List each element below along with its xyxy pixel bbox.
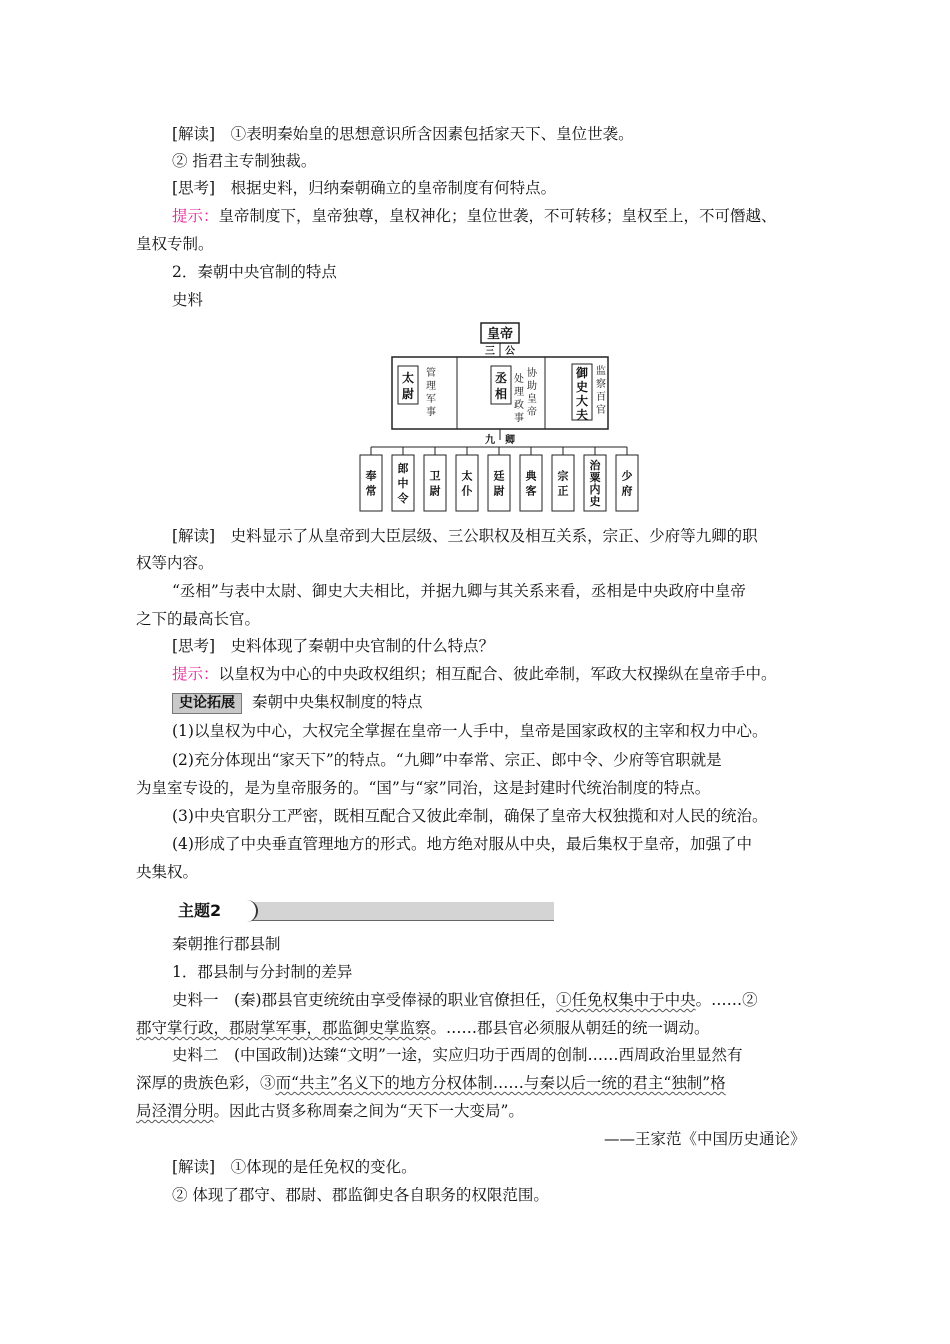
extension-title: 秦朝中央集权制度的特点 <box>252 693 423 711</box>
chengxiang-duty-2: 处理政事 <box>514 374 524 424</box>
interpretation-3a: [解读] ①体现的是任免权的变化。 <box>172 1158 417 1176</box>
qing-label-5: 廷尉 <box>493 469 505 498</box>
hint-label: 提示： <box>172 207 219 225</box>
qing-box-6 <box>520 455 542 511</box>
qing-label-4: 太仆 <box>461 469 473 498</box>
jiuqing-label: 九 卿 <box>485 435 515 446</box>
source-2b <box>136 1072 726 1094</box>
taiwei-label: 太尉 <box>401 371 415 401</box>
emperor-label: 皇帝 <box>486 327 514 342</box>
point-2b: 为皇室专设的，是为皇帝服务的。“国”与“家”同治，这是封建时代统治制度的特点。 <box>136 779 711 797</box>
topic-banner <box>172 900 554 922</box>
source-2c-underlined: 局泾渭分明 <box>136 1102 214 1120</box>
qing-label-1: 奉常 <box>365 469 377 498</box>
qing-label-3: 卫尉 <box>429 469 441 498</box>
qing-label-9: 少府 <box>621 469 633 498</box>
source-1a-text: 史料一 (秦)郡县官吏统统由享受俸禄的职业官僚担任， <box>172 991 557 1009</box>
source-1a-tail: 。……② <box>695 991 758 1009</box>
source-2c <box>136 1100 524 1122</box>
sangong-label: 三 公 <box>485 346 515 357</box>
source-1a <box>172 989 758 1011</box>
hint-1-cont: 皇权专制。 <box>136 235 214 253</box>
point-4b: 央集权。 <box>136 863 199 881</box>
thinking-2: [思考] 史料体现了秦朝中央官制的什么特点？ <box>172 637 495 655</box>
qing-box-3 <box>424 455 446 511</box>
interpretation-1a: [解读] ①表明秦始皇的思想意识所含因素包括家天下、皇位世袭。 <box>172 125 634 143</box>
yushi-label: 御史大夫 <box>575 366 589 422</box>
yushi-duty: 监察百官 <box>596 366 606 416</box>
source-1b-underlined: 郡守掌行政，郡尉掌军事，郡监御史掌监察 <box>136 1019 431 1037</box>
interpretation-3b: ② 体现了郡守、郡尉、郡监御史各自职务的权限范围。 <box>172 1186 549 1204</box>
hint-text: 以皇权为中心的中央政权组织；相互配合、彼此牵制，军政大权操纵在皇帝手中。 <box>218 665 777 683</box>
interpretation-1b: ② 指君主专制独裁。 <box>172 152 317 170</box>
source-2a: 史料二 (中国政制)达臻“文明”一途，实应归功于西周的创制……西周政治里显然有 <box>172 1046 743 1064</box>
source-1b <box>136 1017 710 1039</box>
hint-2 <box>172 663 777 685</box>
source-2b-text: 深厚的贵族色彩，③ <box>136 1074 276 1092</box>
point-4a: (4)形成了中央垂直管理地方的形式。地方绝对服从中央，最后集权于皇帝，加强了中 <box>172 835 752 853</box>
interpretation-2b: 权等内容。 <box>136 554 214 572</box>
qing-box-7 <box>552 455 574 511</box>
heading-2: 2．秦朝中央官制的特点 <box>172 263 337 281</box>
citation: ——王家范《中国历史通论》 <box>604 1130 806 1148</box>
source-1a-underlined: ①任免权集中于中央 <box>556 991 696 1009</box>
source-1b-tail: 。……郡县官必须服从朝廷的统一调动。 <box>430 1019 710 1037</box>
qing-box-5 <box>488 455 510 511</box>
paragraph-chengxiang-a: “丞相”与表中太尉、御史大夫相比，并据九卿与其关系来看，丞相是中央政府中皇帝 <box>172 582 746 600</box>
thinking-1: [思考] 根据史料，归纳秦朝确立的皇帝制度有何特点。 <box>172 179 557 197</box>
source-label: 史料 <box>172 291 204 309</box>
qing-box-9 <box>616 455 638 511</box>
org-chart <box>0 0 950 520</box>
point-3: (3)中央官职分工严密，既相互配合又彼此牵制，确保了皇帝大权独揽和对人民的统治。 <box>172 807 768 825</box>
topic-title: 秦朝推行郡县制 <box>172 935 281 953</box>
point-2a: (2)充分体现出“家天下”的特点。“九卿”中奉常、宗正、郎中令、少府等官职就是 <box>172 751 722 769</box>
extension-heading <box>172 691 423 714</box>
qing-box-4 <box>456 455 478 511</box>
qing-label-7: 宗正 <box>557 469 569 498</box>
chengxiang-label: 丞相 <box>494 371 508 401</box>
topic-label: 主题2 <box>172 900 258 922</box>
extension-badge: 史论拓展 <box>172 693 242 714</box>
hint-text: 皇帝制度下，皇帝独尊，皇权神化；皇位世袭，不可转移；皇权至上，不可僭越、 <box>218 207 777 225</box>
chengxiang-duty-1: 协助皇帝 <box>527 368 537 418</box>
qing-label-2: 郎中令 <box>397 462 409 505</box>
qing-label-8: 治粟内史 <box>589 459 601 508</box>
topic-heading-1: 1．郡县制与分封制的差异 <box>172 963 353 981</box>
point-1: (1)以皇权为中心，大权完全掌握在皇帝一人手中，皇帝是国家政权的主宰和权力中心。 <box>172 722 768 740</box>
interpretation-2a: [解读] 史料显示了从皇帝到大臣层级、三公职权及相互关系，宗正、少府等九卿的职 <box>172 527 758 545</box>
qing-label-6: 典客 <box>525 469 537 498</box>
qing-box-1 <box>360 455 382 511</box>
taiwei-duty: 管理军事 <box>426 368 436 418</box>
source-2b-underlined: 而“共主”名义下的地方分权体制……与秦以后一统的君主“独制”格 <box>275 1074 726 1092</box>
source-2c-tail: 。因此古贤多称周秦之间为“天下一大变局”。 <box>213 1102 524 1120</box>
hint-label: 提示： <box>172 665 219 683</box>
paragraph-chengxiang-b: 之下的最高长官。 <box>136 610 261 628</box>
